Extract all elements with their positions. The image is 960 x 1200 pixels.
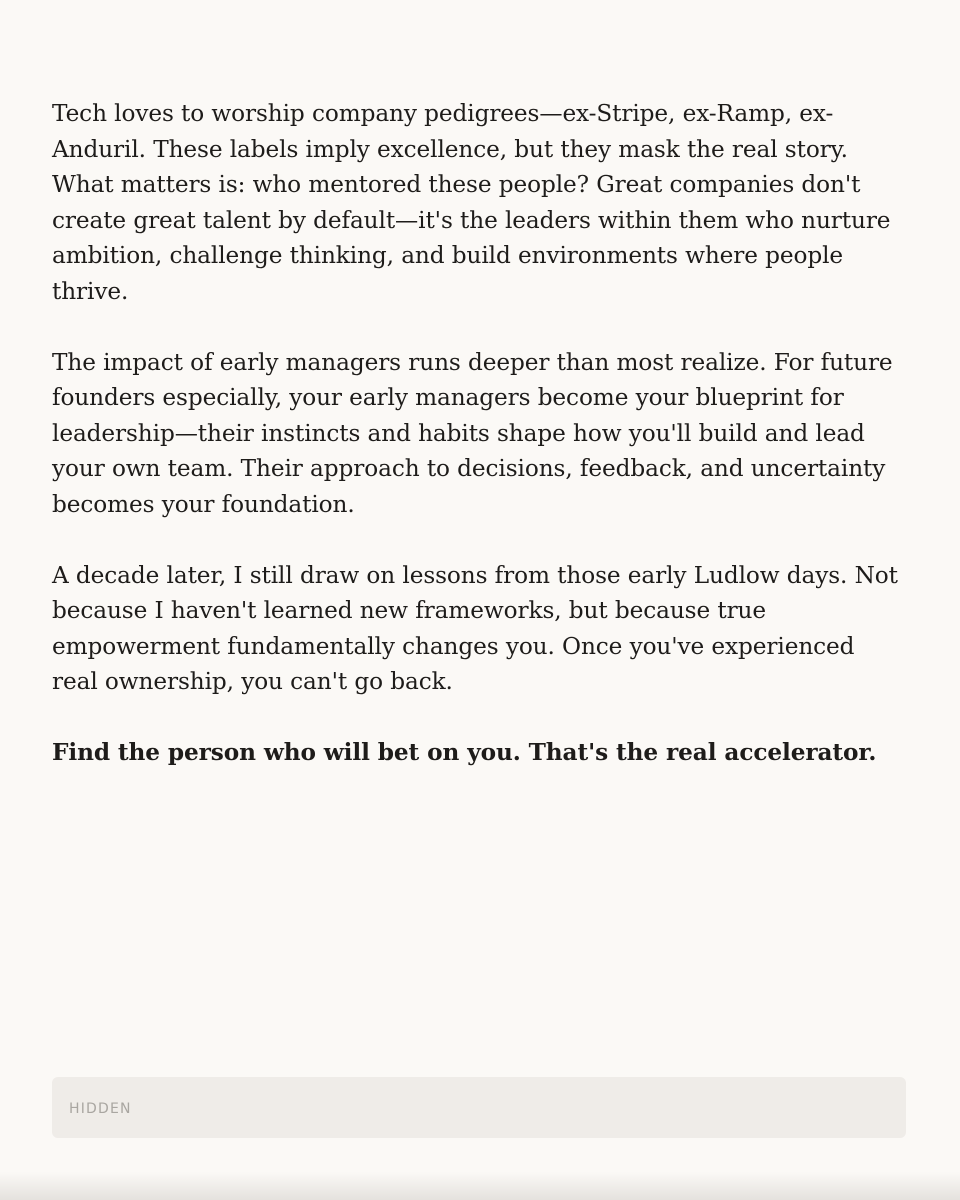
hidden-content-bar[interactable] [52, 1077, 906, 1138]
closing-statement: Find the person who will bet on you. That's the real accelerator. [52, 738, 877, 766]
bottom-edge-shadow [0, 1172, 960, 1200]
paragraph-pedigrees: Tech loves to worship company pedigrees—ex-Stripe, ex-Ramp, ex-Anduril. These labels imply excellence, but they mask the real story. What matters is: who mentored these people? Great companies don't create great talent by default—it's the leaders within them who nurture ambition, challenge thinking, and build environments where people thrive. [52, 100, 891, 305]
article-body [52, 96, 904, 806]
paragraph-decade-later: A decade later, I still draw on lessons from those early Ludlow days. Not because I haven't learned new frameworks, but because true empowerment fundamentally changes you. Once you've experienced real ownership, you can't go back. [52, 561, 898, 696]
paragraph-early-managers: The impact of early managers runs deeper than most realize. For future founders especially, your early managers become your blueprint for leadership—their instincts and habits shape how you'll build and lead your own team. Their approach to decisions, feedback, and uncertainty becomes your foundation. [52, 348, 893, 518]
hidden-label: HIDDEN [69, 1100, 132, 1117]
